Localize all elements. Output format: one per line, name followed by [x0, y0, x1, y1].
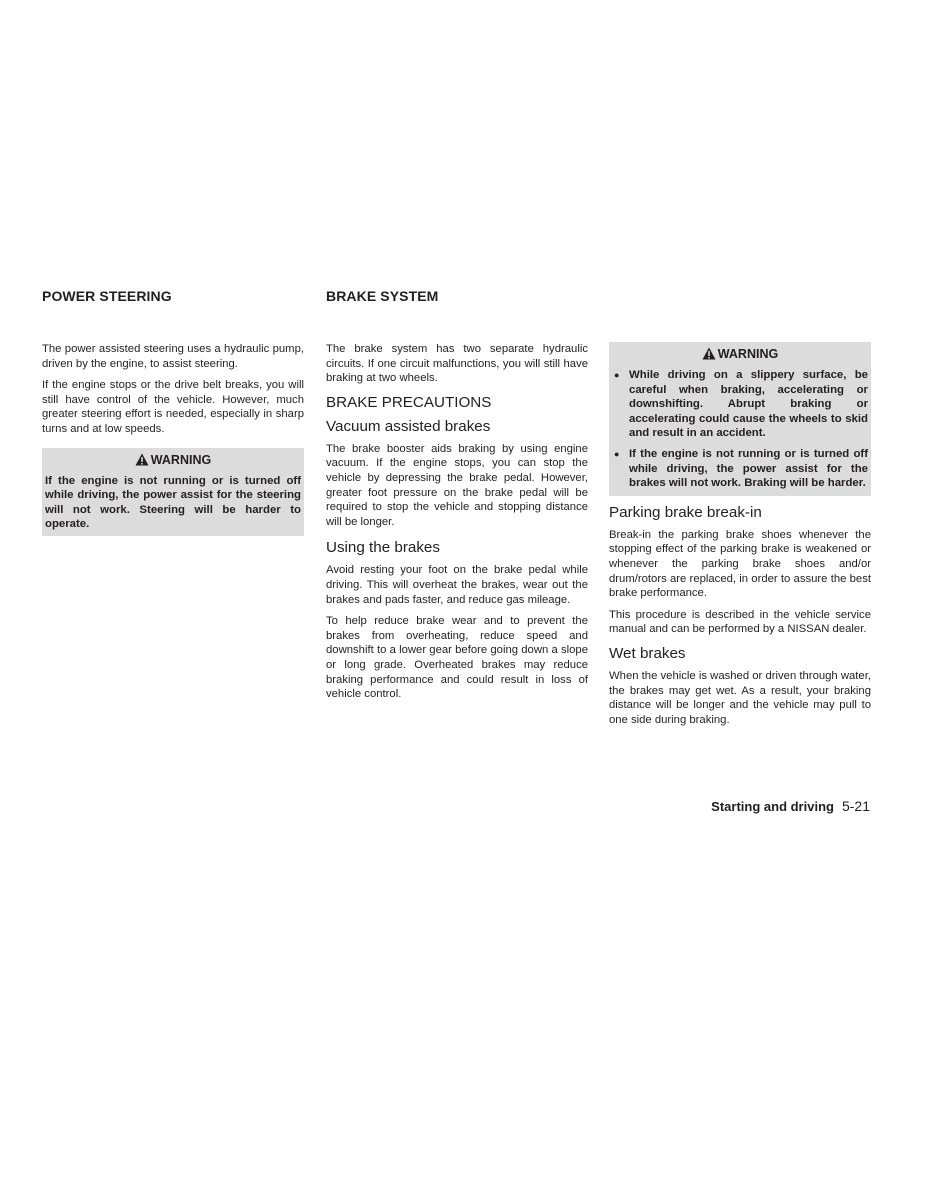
power-steering-paragraph: If the engine stops or the drive belt breaks, you will still have control of the vehicle. However, much greater steering effort is needed, especially in sharp turns and at low speeds.	[42, 379, 304, 435]
warning-label: WARNING	[717, 347, 779, 361]
warning-item-text: While driving on a slippery surface, be careful when braking, accelerating or downshifting. Abrupt braking or accelerating could cause the wheels to skid and result in an accident.	[629, 369, 868, 440]
using-brakes-paragraph: Avoid resting your foot on the brake pedal while driving. This will overheat the brakes, wear out the brakes and pads faster, and reduce gas mileage.	[326, 564, 588, 606]
steering-warning-box	[42, 448, 304, 536]
power-steering-paragraph: The power assisted steering uses a hydraulic pump, driven by the engine, to assist steering.	[42, 343, 304, 370]
footer-section-name: Starting and driving	[711, 799, 834, 814]
warning-triangle-icon	[135, 453, 149, 466]
vacuum-brakes-heading: Vacuum assisted brakes	[326, 417, 491, 435]
warning-item-text: If the engine is not running or is turned off while driving, the power assist for the brakes will not work. Braking will be harder.	[629, 447, 868, 490]
parking-brake-heading: Parking brake break-in	[609, 503, 762, 521]
steering-warning-text: If the engine is not running or is turned off while driving, the power assist for the steering will not work. Steering will be harder to operate.	[45, 474, 301, 531]
power-steering-column	[42, 288, 304, 536]
brake-warning-list	[612, 365, 868, 493]
warning-header	[612, 345, 868, 365]
bullet-icon: ●	[614, 448, 620, 459]
brake-precautions-heading: BRAKE PRECAUTIONS	[326, 393, 492, 411]
wet-brakes-text: When the vehicle is washed or driven through water, the brakes may get wet. As a result, your braking distance will be longer and the vehicle may pull to one side during braking.	[609, 669, 871, 726]
brake-warning-box	[609, 342, 871, 496]
bullet-icon: ●	[614, 370, 620, 380]
brake-system-intro: The brake system has two separate hydraulic circuits. If one circuit malfunctions, you will still have braking at two wheels.	[326, 343, 588, 385]
power-steering-title: POWER STEERING	[42, 288, 172, 304]
wet-brakes-heading: Wet brakes	[609, 644, 686, 662]
page-footer	[711, 798, 870, 814]
brake-system-title: BRAKE SYSTEM	[326, 288, 439, 304]
using-brakes-heading: Using the brakes	[326, 539, 440, 557]
using-brakes-paragraph: To help reduce brake wear and to prevent the brakes from overheating, reduce speed and downshift to a lower gear before going down a slope or long grade. Overheated brakes may reduce braking performance and could result in loss of vehicle control.	[326, 615, 588, 701]
warning-triangle-icon	[702, 347, 716, 360]
brake-system-column	[326, 288, 588, 709]
vacuum-brakes-text: The brake booster aids braking by using engine vacuum. If the engine stops, you can stop the vehicle by depressing the brake pedal. However, greater foot pressure on the brake pedal will be required to stop the vehicle and stopping distance will be longer.	[326, 442, 588, 528]
parking-brake-paragraph: This procedure is described in the vehicle service manual and can be performed by a NISSAN dealer.	[609, 608, 871, 636]
page-number: 5-21	[841, 798, 870, 814]
warning-header	[45, 451, 301, 471]
warning-label: WARNING	[150, 452, 212, 467]
parking-brake-paragraph: Break-in the parking brake shoes whenever the stopping effect of the parking brake is weakened or whenever the parking brake shoes and/or drum/rotors are replaced, in order to assure the best brake performance.	[609, 528, 871, 600]
warning-list-item	[612, 447, 868, 491]
brake-details-column	[609, 342, 871, 734]
warning-list-item	[612, 368, 868, 441]
